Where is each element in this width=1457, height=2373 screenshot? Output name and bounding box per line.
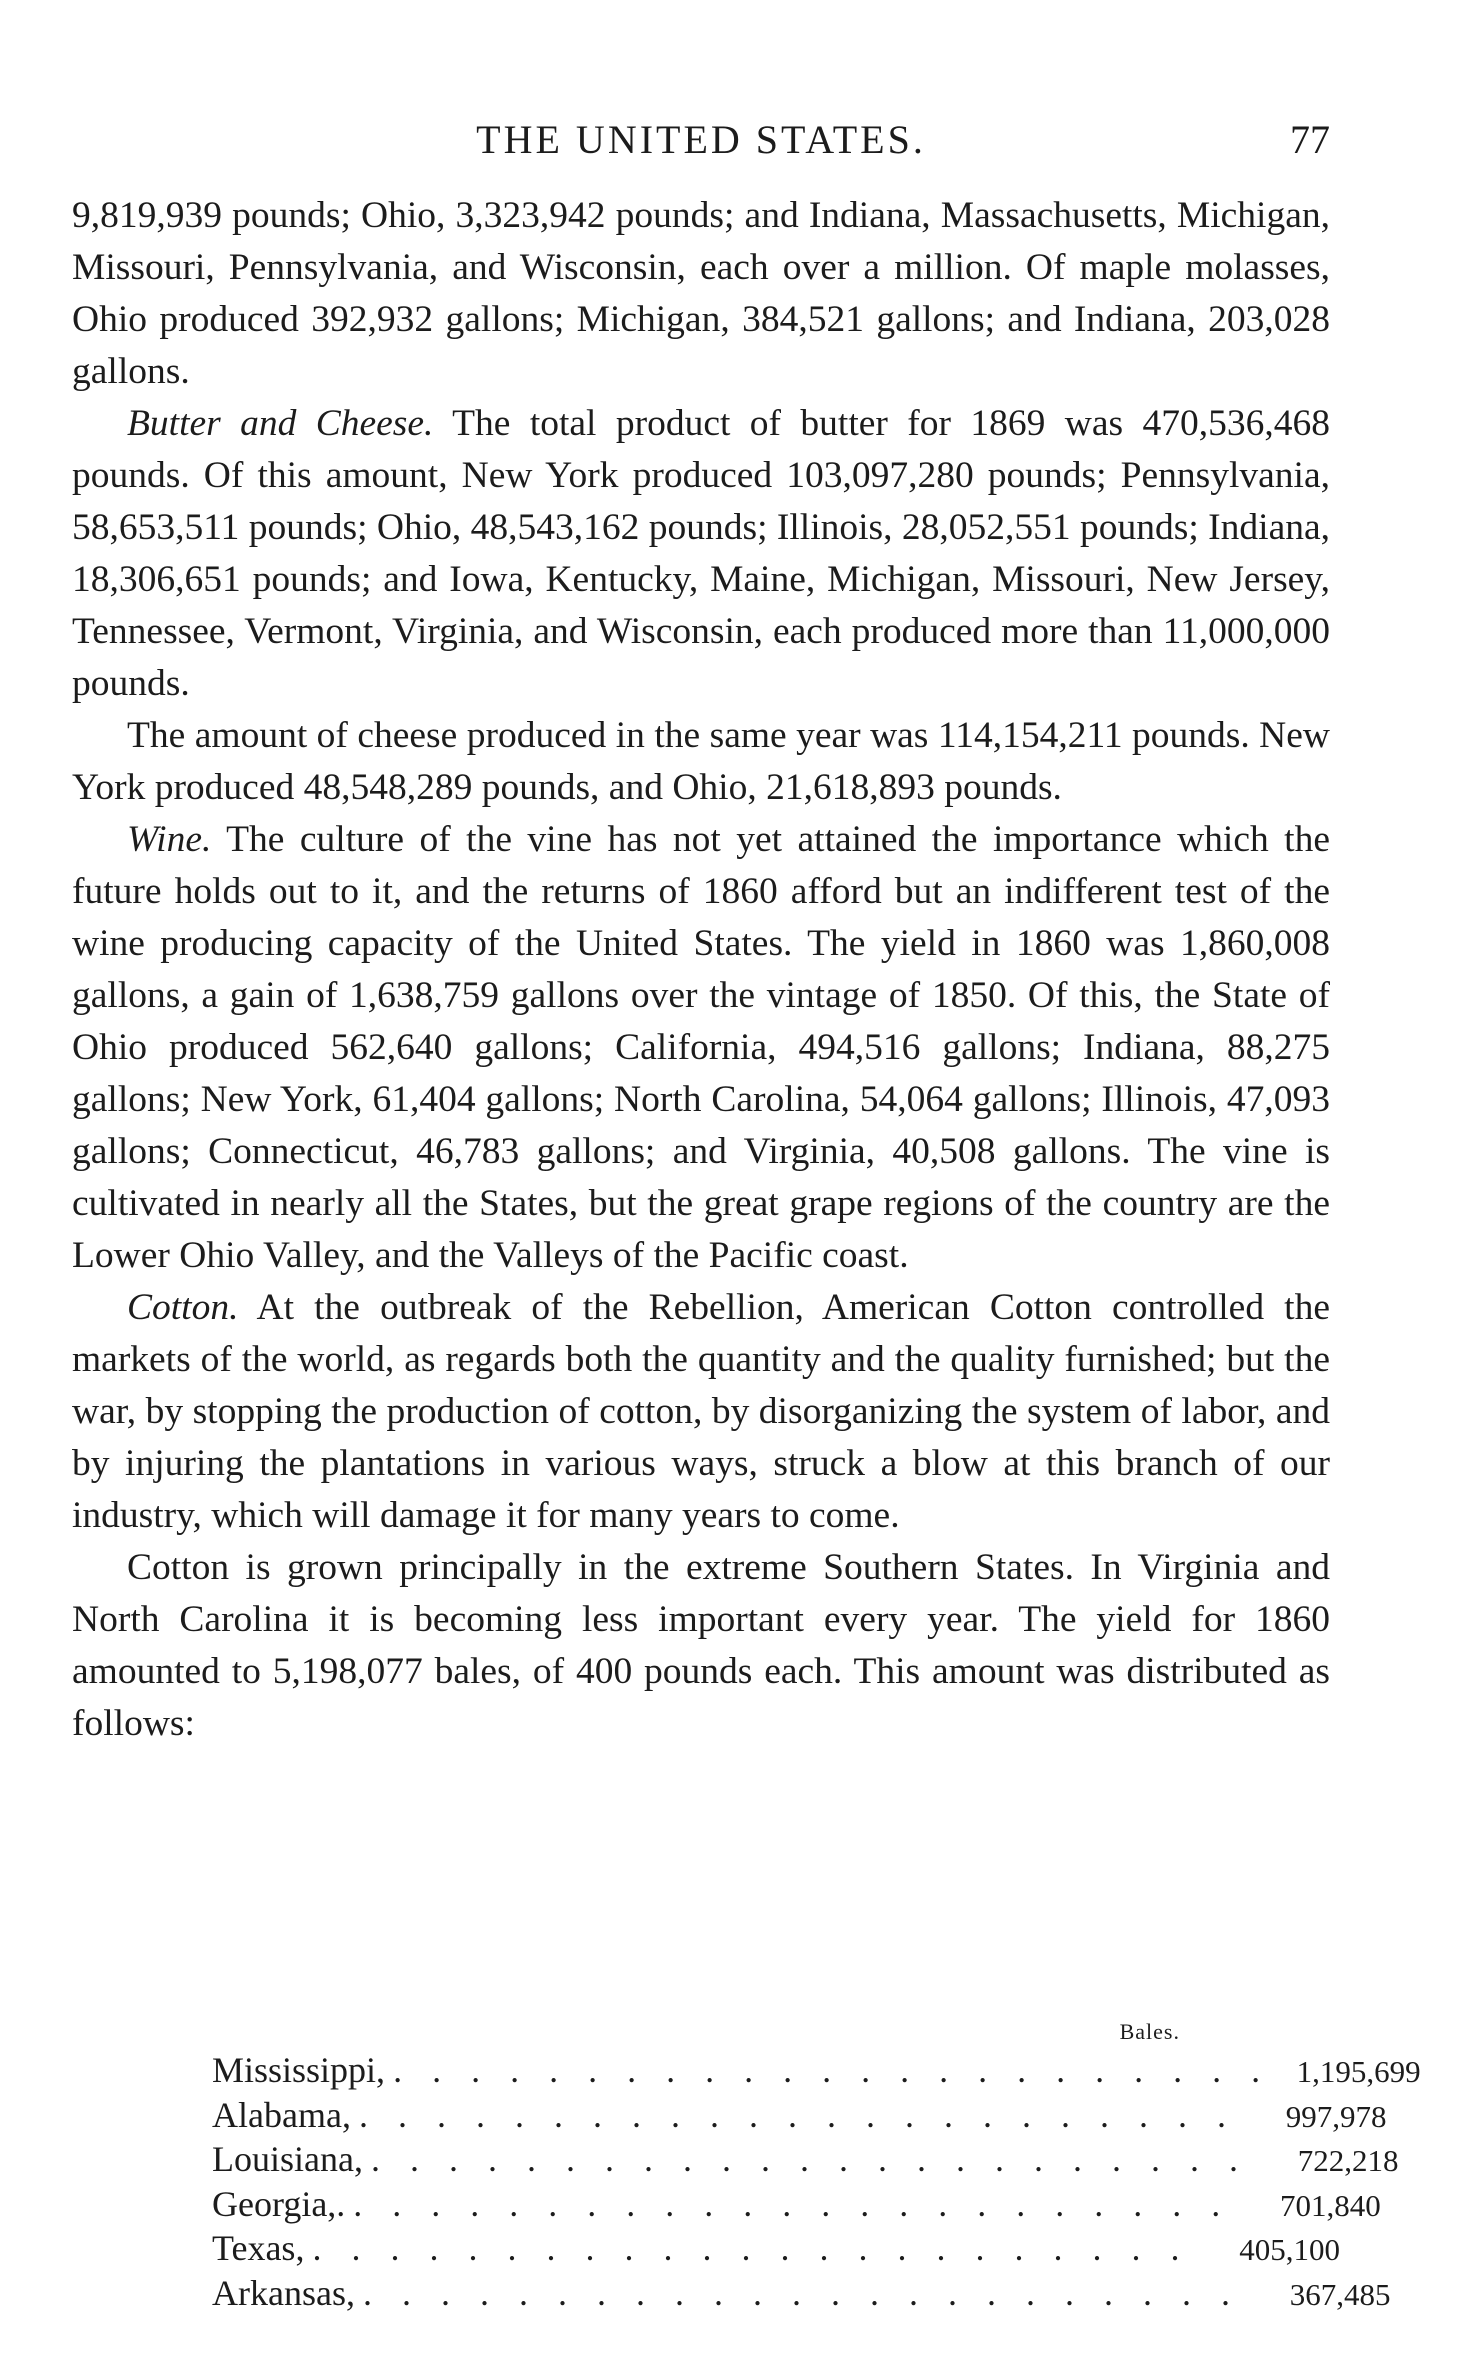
cotton-bales-table: [212, 2015, 1421, 2316]
table-row: [212, 2138, 1399, 2183]
paragraph-butter-cheese: [72, 398, 1330, 710]
bales-value: 1,195,699: [1296, 2054, 1421, 2089]
paragraph-cheese: [72, 710, 1330, 814]
bales-value: 405,100: [1239, 2232, 1340, 2267]
table-row: [212, 2272, 1391, 2317]
paragraph-wine: [72, 814, 1330, 1282]
paragraph-text: At the outbreak of the Rebellion, American Cotton controlled the markets of the world, as regards both the quantity and the quality furnished; but the war, by stopping the production of cotton, by disorganizing the system of labor, and by injuring the plantations in various ways, struck a blow at this branch of our industry, which will damage it for many years to come.: [72, 1287, 1330, 1536]
bales-column-header: Bales.: [1119, 2019, 1180, 2044]
section-heading-cotton: Cotton.: [127, 1287, 239, 1328]
state-name: Arkansas,: [212, 2272, 355, 2313]
state-name: Mississippi,: [212, 2050, 386, 2090]
bales-value: 701,840: [1280, 2187, 1381, 2223]
dot-leader: . . . . . . . . . . . . . . . . . . . . . . .: [358, 2094, 1237, 2135]
body-text: [72, 190, 1330, 1750]
bales-value: 367,485: [1289, 2276, 1391, 2312]
running-head: [72, 110, 1330, 170]
paragraph-maple-sugar: [72, 190, 1330, 398]
dot-leader: . . . . . . . . . . . . . . . . . . . . . . .: [393, 2050, 1271, 2090]
section-heading-wine: Wine.: [127, 819, 212, 860]
state-name: Texas,: [212, 2228, 305, 2268]
state-name: Louisiana,: [212, 2139, 363, 2179]
table-row: [212, 2183, 1381, 2228]
bales-value: 997,978: [1285, 2098, 1387, 2134]
paragraph-text: The culture of the vine has not yet attained the importance which the future holds out to it, and the returns of 1860 afford but an indifferent test of the wine producing capacity of the United States. The yield in 1860 was 1,860,008 gallons, a gain of 1,638,759 gallons over the vintage of 1850. Of this, the State of Ohio produced 562,640 gallons; California, 494,516 gallons; Indiana, 88,275 gallons; New York, 61,404 gallons; North Carolina, 54,064 gallons; Illinois, 47,093 gallons; Connecticut, 46,783 gallons; and Virginia, 40,508 gallons. The vine is cultivated in nearly all the States, but the great grape regions of the country are the Lower Ohio Valley, and the Valleys of the Pacific coast.: [72, 819, 1330, 1276]
paragraph-text: 9,819,939 pounds; Ohio, 3,323,942 pounds; and Indiana, Massachusetts, Michigan, Missouri, Pennsylvania, and Wisconsin, each over a million. Of maple molasses, Ohio produced 392,932 gallons; Michigan, 384,521 gallons; and Indiana, 203,028 gallons.: [72, 195, 1330, 392]
paragraph-text: The amount of cheese produced in the same year was 114,154,211 pounds. New York produced 48,548,289 pounds, and Ohio, 21,618,893 pounds.: [72, 715, 1330, 808]
dot-leader: . . . . . . . . . . . . . . . . . . . . . . .: [353, 2183, 1231, 2224]
page-number: 77: [1290, 117, 1330, 162]
table-row: [212, 2227, 1340, 2272]
paragraph-cotton: [72, 1282, 1330, 1542]
table-row: [212, 2094, 1387, 2139]
paragraph-cotton-distribution: [72, 1542, 1330, 1750]
table-row: [212, 2049, 1421, 2094]
paragraph-text: Cotton is grown principally in the extreme Southern States. In Virginia and North Carolina it is becoming less important every year. The yield for 1860 amounted to 5,198,077 bales, of 400 pounds each. This amount was distributed as follows:: [72, 1547, 1330, 1744]
state-name: Georgia,.: [212, 2183, 346, 2224]
state-name: Alabama,: [212, 2094, 351, 2135]
section-heading-butter-cheese: Butter and Cheese.: [127, 403, 434, 444]
running-title: THE UNITED STATES.: [476, 117, 926, 162]
dot-leader: . . . . . . . . . . . . . . . . . . . . . . .: [362, 2272, 1241, 2313]
bales-value: 722,218: [1297, 2143, 1399, 2178]
paragraph-text: The total product of butter for 1869 was 470,536,468 pounds. Of this amount, New York produced 103,097,280 pounds; Pennsylvania, 58,653,511 pounds; Ohio, 48,543,162 pounds; Illinois, 28,052,551 pounds; Indiana, 18,306,651 pounds; and Iowa, Kentucky, Maine, Michigan, Missouri, New Jersey, Tennessee, Vermont, Virginia, and Wisconsin, each produced more than 11,000,000 pounds.: [72, 403, 1330, 704]
dot-leader: . . . . . . . . . . . . . . . . . . . . . . .: [312, 2228, 1190, 2268]
dot-leader: . . . . . . . . . . . . . . . . . . . . . . .: [370, 2139, 1249, 2179]
